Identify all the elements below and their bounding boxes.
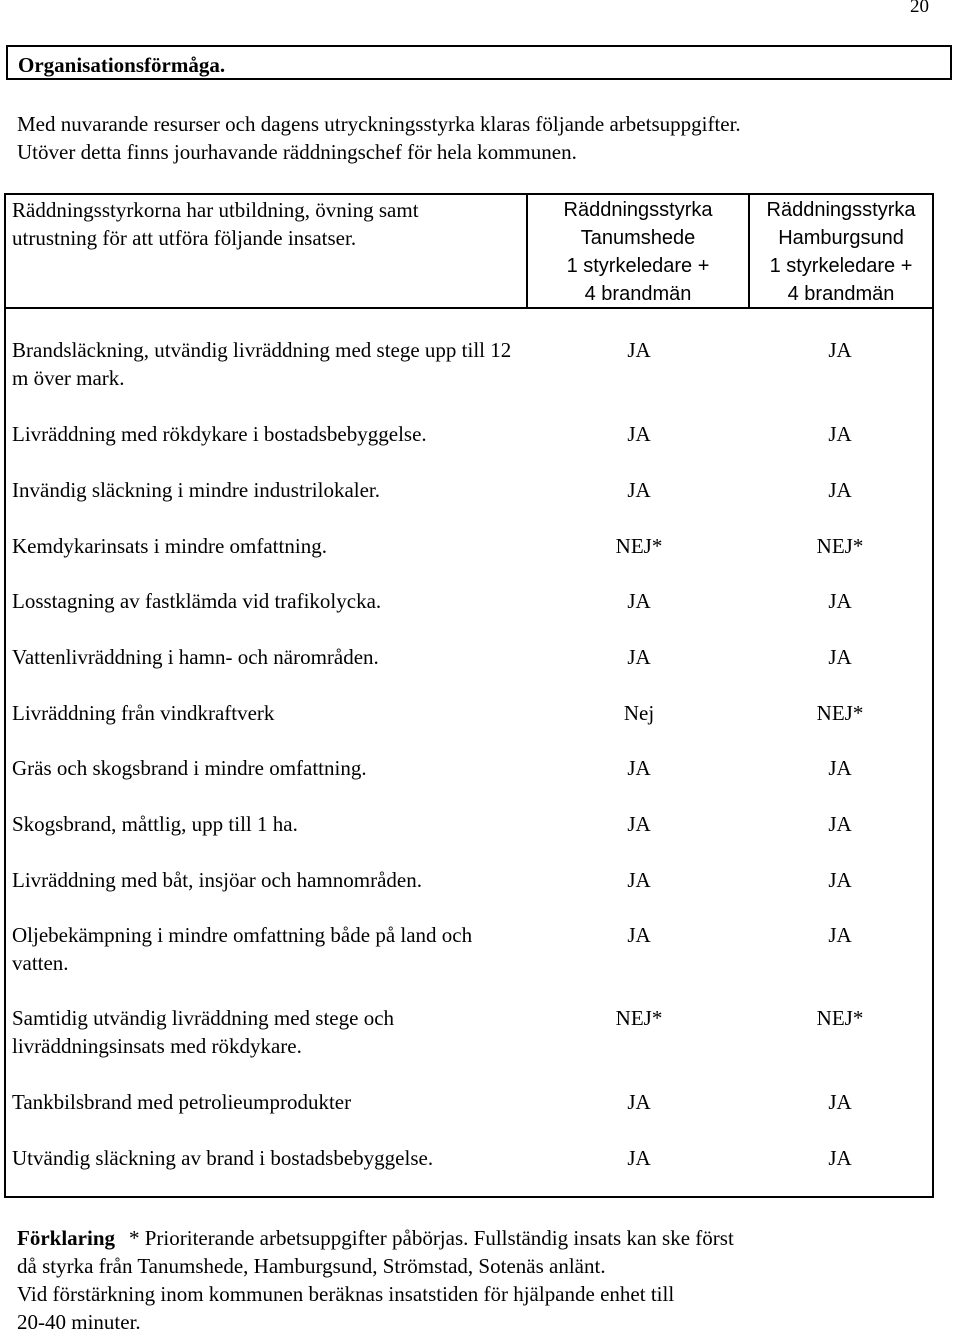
tanumshede-value: JA — [627, 478, 651, 502]
task-label: Samtidig utvändig livräddning med stege och livräddningsinsats med rökdykare. — [12, 1006, 395, 1058]
footnote — [17, 1224, 734, 1336]
task-label: Utvändig släckning av brand i bostadsbebyggelse. — [12, 1146, 434, 1170]
footnote-text: * Prioriterande arbetsuppgifter påbörjas. Fullständig insats kan ske först — [129, 1226, 734, 1250]
hamburgsund-value: JA — [828, 422, 852, 446]
header-label-line: Räddningsstyrkorna har utbildning, övning samt — [12, 198, 419, 222]
header-label-line: utrustning för att utföra följande insatser. — [12, 226, 357, 250]
table-header-label — [12, 196, 522, 252]
tanumshede-value: JA — [627, 338, 651, 362]
capability-table — [4, 193, 934, 1198]
hamburgsund-value: JA — [828, 1090, 852, 1114]
tanumshede-value: JA — [627, 589, 651, 613]
section-heading: Organisationsförmåga. — [18, 53, 226, 77]
hamburgsund-value: JA — [828, 812, 852, 836]
column-header-line: Tanumshede — [580, 227, 696, 249]
task-label: Livräddning med rökdykare i bostadsbebyggelse. — [12, 422, 427, 446]
task-label: Invändig släckning i mindre industrilokaler. — [12, 478, 381, 502]
page-number: 20 — [910, 0, 929, 17]
hamburgsund-value: JA — [828, 645, 852, 669]
footnote-label: Förklaring — [17, 1226, 115, 1250]
task-label: Kemdykarinsats i mindre omfattning. — [12, 534, 327, 558]
task-label: Brandsläckning, utvändig livräddning med stege upp till 12 m över mark. — [12, 338, 512, 390]
task-label: Tankbilsbrand med petrolieumprodukter — [12, 1090, 352, 1114]
column-header-line: 4 brandmän — [584, 283, 692, 305]
hamburgsund-value: JA — [828, 923, 852, 947]
hamburgsund-value: JA — [828, 756, 852, 780]
hamburgsund-value: JA — [828, 1146, 852, 1170]
section-heading-box — [6, 45, 952, 80]
tanumshede-value: JA — [627, 1090, 651, 1114]
tanumshede-value: JA — [627, 1146, 651, 1170]
footnote-line — [17, 1224, 734, 1252]
tanumshede-value: NEJ* — [615, 1006, 663, 1030]
task-label: Losstagning av fastklämda vid trafikolycka. — [12, 589, 382, 613]
hamburgsund-value: JA — [828, 868, 852, 892]
tanumshede-value: JA — [627, 923, 651, 947]
tanumshede-value: JA — [627, 645, 651, 669]
hamburgsund-value: NEJ* — [816, 1006, 864, 1030]
hamburgsund-value: JA — [828, 478, 852, 502]
column-header-hamburgsund — [750, 196, 932, 308]
task-label: Livräddning från vindkraftverk — [12, 701, 275, 725]
hamburgsund-value: NEJ* — [816, 534, 864, 558]
tanumshede-value: JA — [627, 422, 651, 446]
task-label: Oljebekämpning i mindre omfattning både på land och vatten. — [12, 923, 473, 975]
intro-paragraph — [17, 110, 741, 166]
column-header-line: 1 styrkeledare + — [769, 255, 913, 277]
column-header-line: Räddningsstyrka — [766, 199, 916, 221]
task-label: Gräs och skogsbrand i mindre omfattning. — [12, 756, 367, 780]
tanumshede-value: Nej — [623, 701, 655, 725]
column-header-line: 4 brandmän — [787, 283, 895, 305]
tanumshede-value: JA — [627, 756, 651, 780]
hamburgsund-value: JA — [828, 338, 852, 362]
task-label: Skogsbrand, måttlig, upp till 1 ha. — [12, 812, 298, 836]
footnote-line: 20-40 minuter. — [17, 1310, 141, 1334]
footnote-line: Vid förstärkning inom kommunen beräknas insatstiden för hjälpande enhet till — [17, 1282, 675, 1306]
tanumshede-value: NEJ* — [615, 534, 663, 558]
footnote-line: då styrka från Tanumshede, Hamburgsund, Strömstad, Sotenäs anlänt. — [17, 1254, 606, 1278]
tanumshede-value: JA — [627, 812, 651, 836]
column-header-line: Hamburgsund — [778, 227, 904, 249]
task-label: Vattenlivräddning i hamn- och närområden. — [12, 645, 379, 669]
column-header-tanumshede — [528, 196, 748, 308]
column-header-line: 1 styrkeledare + — [566, 255, 710, 277]
tanumshede-value: JA — [627, 868, 651, 892]
column-header-line: Räddningsstyrka — [563, 199, 713, 221]
intro-line: Med nuvarande resurser och dagens utryckningsstyrka klaras följande arbetsuppgifter. — [17, 112, 741, 136]
intro-line: Utöver detta finns jourhavande räddningschef för hela kommunen. — [17, 140, 577, 164]
hamburgsund-value: JA — [828, 589, 852, 613]
hamburgsund-value: NEJ* — [816, 701, 864, 725]
task-label: Livräddning med båt, insjöar och hamnområden. — [12, 868, 422, 892]
